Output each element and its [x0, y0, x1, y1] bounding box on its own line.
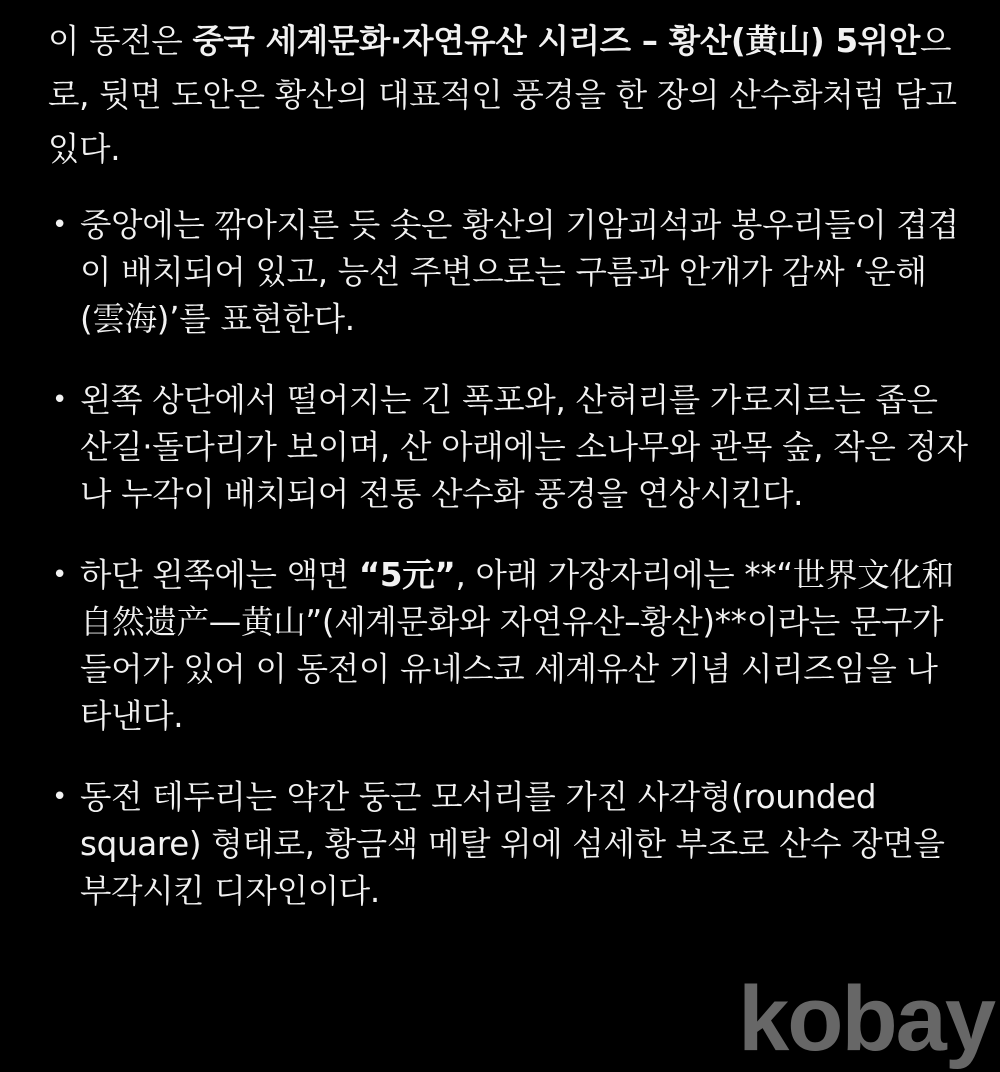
bullet-icon: • [52, 560, 68, 590]
list-item [48, 774, 968, 915]
bullet-icon: • [52, 782, 68, 812]
intro-paragraph [48, 14, 968, 176]
bullet-icon: • [52, 385, 68, 415]
list-item [48, 377, 968, 518]
bullet-icon: • [52, 210, 68, 240]
list-item-text-1: 하단 왼쪽에는 액면 [80, 556, 359, 594]
list-item [48, 552, 968, 740]
list-item-text-2: , 아래 가장자리에는 **“世界文化和自然遗产—黄山”(세계문화와 자연유산–황산)**이라는 문구가 들어가 있어 이 동전이 유네스코 세계유산 기념 시리즈임을 나타낸다. [80, 556, 954, 735]
denomination-label: “5元” [358, 556, 456, 594]
intro-text-1: 이 동전은 [48, 22, 193, 60]
intro-coin-name: 중국 세계문화·자연유산 시리즈 – 황산(黄山) 5위안 [192, 22, 920, 60]
article-body [48, 14, 968, 949]
list-item-text: 왼쪽 상단에서 떨어지는 긴 폭포와, 산허리를 가로지르는 좁은 산길·돌다리가 보이며, 산 아래에는 소나무와 관목 숲, 작은 정자나 누각이 배치되어 전통 산수화 풍경을 연상시킨다. [80, 381, 968, 513]
list-item [48, 202, 968, 343]
list-item-text: 동전 테두리는 약간 둥근 모서리를 가진 사각형(rounded square) 형태로, 황금색 메탈 위에 섬세한 부조로 산수 장면을 부각시킨 디자인이다. [80, 778, 945, 910]
kobay-watermark-logo: kobay [738, 968, 994, 1070]
intro-text-2: 으로, 뒷면 도안은 황산의 대표적인 풍경을 한 장의 산수화처럼 담고 있다. [48, 22, 957, 168]
description-list [48, 202, 968, 915]
list-item-text: 중앙에는 깎아지른 듯 솟은 황산의 기암괴석과 봉우리들이 겹겹이 배치되어 있고, 능선 주변으로는 구름과 안개가 감싸 ‘운해(雲海)’를 표현한다. [80, 206, 959, 338]
